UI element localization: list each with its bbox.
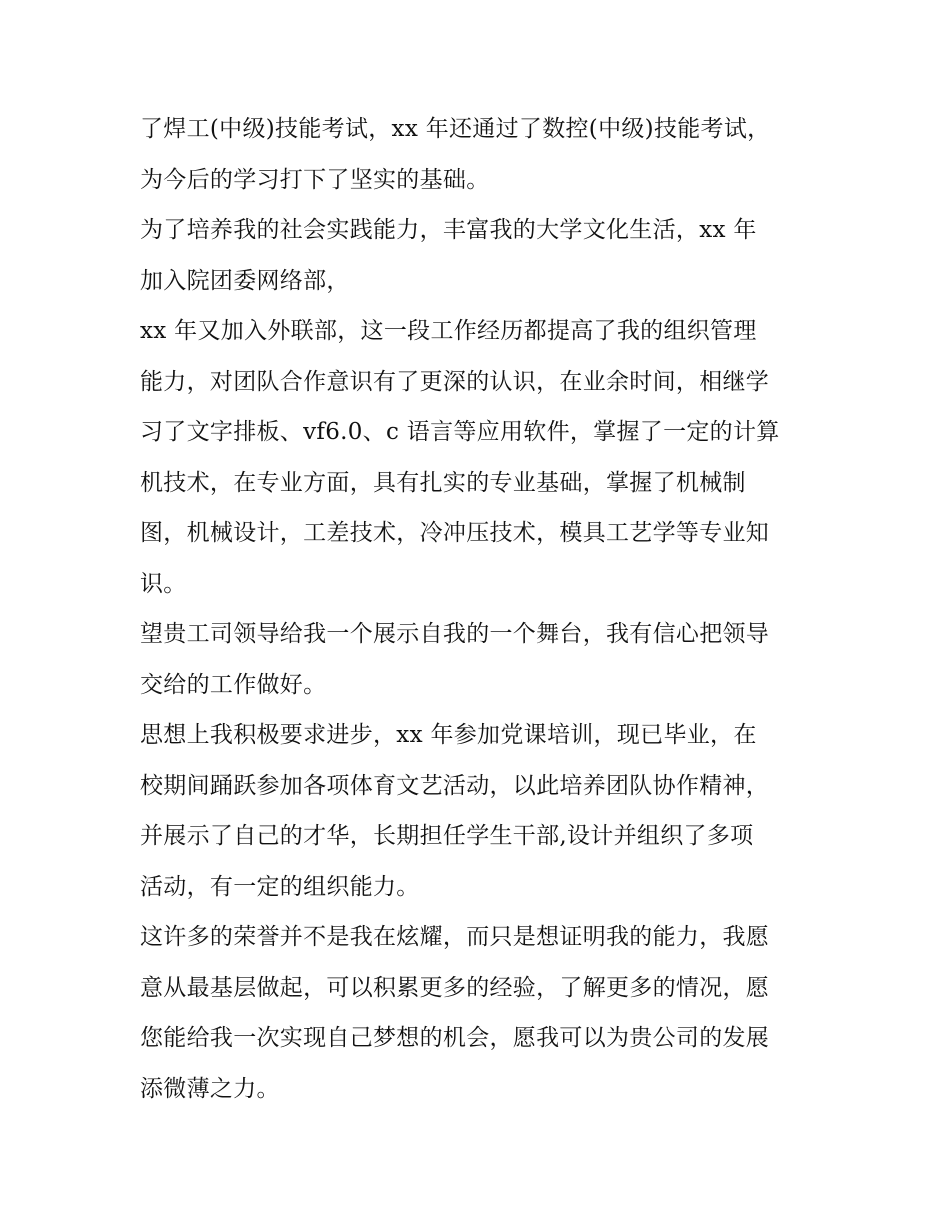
text-line: 习了文字排板、vf6.0、c 语言等应用软件，掌握了一定的计算: [140, 419, 780, 445]
text-line: 为了培养我的社会实践能力，丰富我的大学文化生活，xx 年: [140, 217, 757, 243]
text-line: 活动，有一定的组织能力。: [140, 873, 420, 900]
text-line: 图，机械设计，工差技术，冷冲压技术，模具工艺学等专业知: [140, 520, 770, 546]
text-line: 加入院团委网络部，: [140, 267, 350, 294]
document-body: [140, 104, 820, 1114]
text-line: 这许多的荣誉并不是我在炫耀，而只是想证明我的能力，我愿: [140, 924, 770, 950]
text-line: 能力，对团队合作意识有了更深的认识，在业余时间，相继学: [140, 368, 770, 395]
text-line: 望贵工司领导给我一个展示自我的一个舞台，我有信心把领导: [140, 621, 770, 647]
text-line: 为今后的学习打下了坚实的基础。: [140, 166, 490, 193]
text-line: xx 年又加入外联部，这一段工作经历都提高了我的组织管理: [140, 318, 757, 344]
text-line: 并展示了自己的才华，长期担任学生干部,设计并组织了多项: [140, 823, 754, 849]
text-line: 校期间踊跃参加各项体育文艺活动，以此培养团队协作精神，: [140, 772, 770, 799]
text-line: 添微薄之力。: [140, 1075, 280, 1102]
text-line: 思想上我积极要求进步，xx 年参加党课培训，现已毕业，在: [140, 722, 757, 748]
text-line: 识。: [140, 570, 187, 597]
text-line: 机技术，在专业方面，具有扎实的专业基础，掌握了机械制: [140, 469, 746, 496]
text-line: 意从最基层做起，可以积累更多的经验，了解更多的情况，愿: [140, 974, 770, 1001]
text-line: 了焊工(中级)技能考试，xx 年还通过了数控(中级)技能考试，: [140, 116, 771, 142]
text-line: 交给的工作做好。: [140, 671, 327, 698]
text-line: 您能给我一次实现自己梦想的机会，愿我可以为贵公司的发展: [140, 1025, 770, 1051]
